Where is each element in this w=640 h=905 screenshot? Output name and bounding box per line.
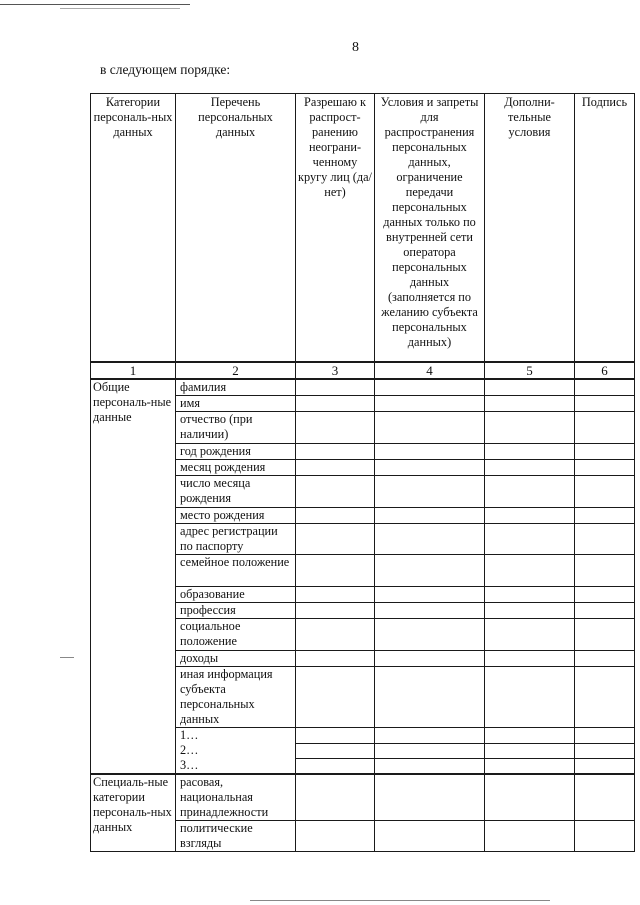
additional-cell[interactable] xyxy=(485,476,575,508)
header-signature: Подпись xyxy=(575,94,635,363)
conditions-cell[interactable] xyxy=(375,774,485,821)
permission-cell[interactable] xyxy=(296,412,375,444)
permission-cell[interactable] xyxy=(296,667,375,728)
extra-items-list xyxy=(176,728,296,775)
data-item: иная информация субъекта персональных данных xyxy=(176,667,296,728)
data-item: имя xyxy=(176,396,296,412)
signature-cell[interactable] xyxy=(575,603,635,619)
signature-cell[interactable] xyxy=(575,821,635,852)
conditions-cell[interactable] xyxy=(375,821,485,852)
data-item: доходы xyxy=(176,651,296,667)
additional-cell[interactable] xyxy=(485,396,575,412)
data-item: социальное положение xyxy=(176,619,296,651)
data-item: адрес регистрации по паспорту xyxy=(176,524,296,555)
additional-cell[interactable] xyxy=(485,555,575,587)
data-item: образование xyxy=(176,587,296,603)
permission-cell[interactable] xyxy=(296,821,375,852)
data-item: отчество (при наличии) xyxy=(176,412,296,444)
top-border-line-faint xyxy=(60,8,180,9)
column-number: 3 xyxy=(296,362,375,379)
column-number: 6 xyxy=(575,362,635,379)
column-number: 2 xyxy=(176,362,296,379)
header-categories: Категории персональ-ных данных xyxy=(91,94,176,363)
column-number: 5 xyxy=(485,362,575,379)
permission-cell[interactable] xyxy=(296,460,375,476)
conditions-cell[interactable] xyxy=(375,379,485,396)
header-data-list: Перечень персональных данных xyxy=(176,94,296,363)
additional-cell[interactable] xyxy=(485,667,575,728)
signature-cell[interactable] xyxy=(575,396,635,412)
conditions-cell[interactable] xyxy=(375,619,485,651)
additional-cell[interactable] xyxy=(485,412,575,444)
conditions-cell[interactable] xyxy=(375,603,485,619)
additional-cell[interactable] xyxy=(485,444,575,460)
column-number: 4 xyxy=(375,362,485,379)
signature-cell[interactable] xyxy=(575,651,635,667)
additional-cell[interactable] xyxy=(485,379,575,396)
table-header-row xyxy=(91,94,635,363)
header-additional: Дополни-тельные условия xyxy=(485,94,575,363)
conditions-cell[interactable] xyxy=(375,460,485,476)
permission-cell[interactable] xyxy=(296,587,375,603)
category-general: Общие персональ-ные данные xyxy=(91,379,176,774)
permission-cell[interactable] xyxy=(296,379,375,396)
extra-item: 2… xyxy=(180,743,199,757)
conditions-cell[interactable] xyxy=(375,412,485,444)
column-number-row xyxy=(91,362,635,379)
signature-cell[interactable] xyxy=(575,555,635,587)
additional-cell[interactable] xyxy=(485,774,575,821)
additional-cell[interactable] xyxy=(485,524,575,555)
signature-cell[interactable] xyxy=(575,619,635,651)
signature-cell[interactable] xyxy=(575,728,635,744)
permission-cell[interactable] xyxy=(296,603,375,619)
data-item: год рождения xyxy=(176,444,296,460)
conditions-cell[interactable] xyxy=(375,555,485,587)
permission-cell[interactable] xyxy=(296,651,375,667)
conditions-cell[interactable] xyxy=(375,667,485,728)
permission-cell[interactable] xyxy=(296,759,375,775)
additional-cell[interactable] xyxy=(485,651,575,667)
signature-cell[interactable] xyxy=(575,524,635,555)
header-conditions: Условия и запреты для распространения персональных данных, ограничение передачи персональных данных только по внутренней сети оператора персональных данных (заполняется по желанию субъекта персональных данных) xyxy=(375,94,485,363)
top-border-line xyxy=(0,4,190,5)
data-item: семейное положение xyxy=(176,555,296,587)
signature-cell[interactable] xyxy=(575,476,635,508)
permission-cell[interactable] xyxy=(296,508,375,524)
signature-cell[interactable] xyxy=(575,587,635,603)
permission-cell[interactable] xyxy=(296,444,375,460)
additional-cell[interactable] xyxy=(485,759,575,775)
data-item: фамилия xyxy=(176,379,296,396)
consent-table xyxy=(90,93,635,852)
margin-mark xyxy=(60,657,74,658)
signature-cell[interactable] xyxy=(575,667,635,728)
signature-cell[interactable] xyxy=(575,412,635,444)
extra-item: 1… xyxy=(180,728,199,742)
conditions-cell[interactable] xyxy=(375,444,485,460)
signature-cell[interactable] xyxy=(575,743,635,759)
table-row xyxy=(91,379,635,396)
conditions-cell[interactable] xyxy=(375,728,485,744)
data-item: политические взгляды xyxy=(176,821,296,852)
additional-cell[interactable] xyxy=(485,743,575,759)
additional-cell[interactable] xyxy=(485,587,575,603)
permission-cell[interactable] xyxy=(296,728,375,744)
data-item: расовая, национальная принадлежности xyxy=(176,774,296,821)
page-number: 8 xyxy=(352,40,359,55)
data-item: место рождения xyxy=(176,508,296,524)
additional-cell[interactable] xyxy=(485,508,575,524)
conditions-cell[interactable] xyxy=(375,651,485,667)
intro-text: в следующем порядке: xyxy=(100,62,231,77)
data-item: число месяца рождения xyxy=(176,476,296,508)
conditions-cell[interactable] xyxy=(375,759,485,775)
conditions-cell[interactable] xyxy=(375,476,485,508)
signature-cell[interactable] xyxy=(575,508,635,524)
extra-item: 3… xyxy=(180,758,199,772)
permission-cell[interactable] xyxy=(296,555,375,587)
permission-cell[interactable] xyxy=(296,619,375,651)
permission-cell[interactable] xyxy=(296,774,375,821)
additional-cell[interactable] xyxy=(485,460,575,476)
header-permission: Разрешаю к распрост-ранению неограни-ченному кругу лиц (да/нет) xyxy=(296,94,375,363)
data-item: профессия xyxy=(176,603,296,619)
conditions-cell[interactable] xyxy=(375,524,485,555)
permission-cell[interactable] xyxy=(296,396,375,412)
additional-cell[interactable] xyxy=(485,728,575,744)
permission-cell[interactable] xyxy=(296,476,375,508)
permission-cell[interactable] xyxy=(296,743,375,759)
signature-cell[interactable] xyxy=(575,759,635,775)
table-row xyxy=(91,774,635,821)
permission-cell[interactable] xyxy=(296,524,375,555)
conditions-cell[interactable] xyxy=(375,508,485,524)
data-item: месяц рождения xyxy=(176,460,296,476)
additional-cell[interactable] xyxy=(485,603,575,619)
signature-cell[interactable] xyxy=(575,460,635,476)
conditions-cell[interactable] xyxy=(375,743,485,759)
signature-cell[interactable] xyxy=(575,444,635,460)
conditions-cell[interactable] xyxy=(375,587,485,603)
additional-cell[interactable] xyxy=(485,821,575,852)
conditions-cell[interactable] xyxy=(375,396,485,412)
column-number: 1 xyxy=(91,362,176,379)
additional-cell[interactable] xyxy=(485,619,575,651)
bottom-border-line xyxy=(250,900,550,901)
signature-cell[interactable] xyxy=(575,774,635,821)
category-special: Специаль-ные категории персональ-ных данных xyxy=(91,774,176,852)
signature-cell[interactable] xyxy=(575,379,635,396)
